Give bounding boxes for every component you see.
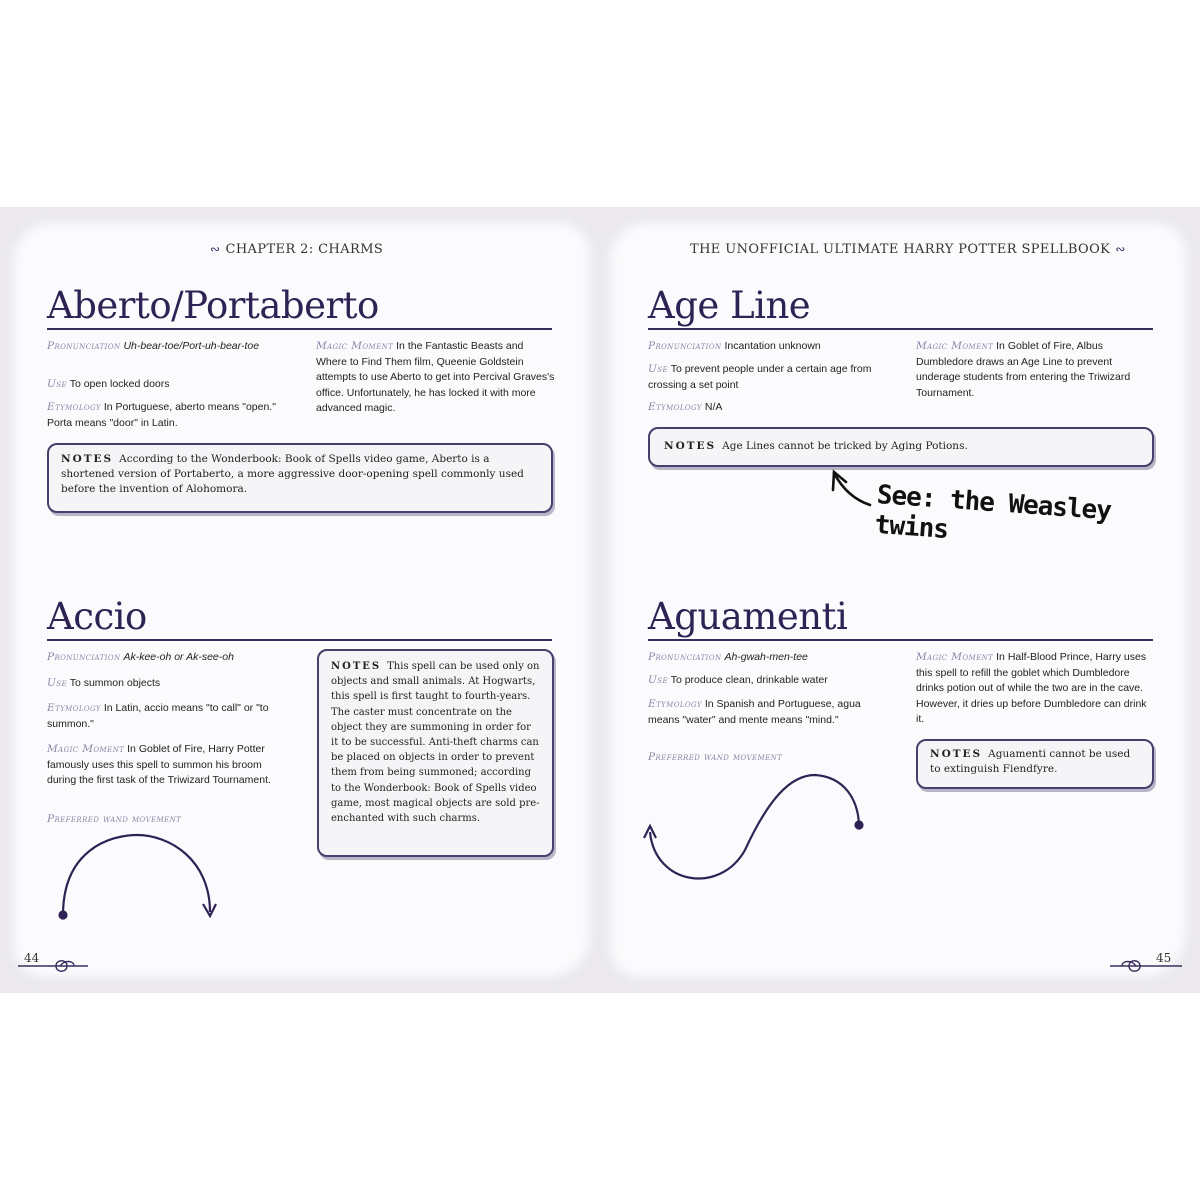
- etymology-value: In Latin, accio means "to call" or "to summon.": [47, 702, 269, 730]
- ornament-icon: ∾: [1115, 242, 1126, 256]
- magic-moment-value: In Half-Blood Prince, Harry uses this spell to refill the goblet which Dumbledore drinks potion out of while the two are in the cave. However, it dries up before Dumbledore can drink it.: [916, 651, 1147, 725]
- use-label: Use: [47, 677, 67, 689]
- magic-moment-label: Magic Moment: [916, 651, 994, 663]
- hand-drawn-arrow-icon: [833, 472, 870, 505]
- magic-moment-value: In the Fantastic Beasts and Where to Find Them film, Queenie Goldstein attempts to use Aberto to get into Percival Graves's office. Unfortunately, he has locked it with more advanced magic.: [316, 340, 555, 414]
- wand-start-dot: [60, 912, 67, 919]
- etymology-label: Etymology: [47, 401, 101, 413]
- notes-text: According to the Wonderbook: Book of Spells video game, Aberto is a shortened version of Portaberto, a more aggressive door-opening spell commonly used before the invention of Alohomora.: [61, 453, 524, 495]
- pronunciation-value: Ak-kee-oh or Ak-see-oh: [123, 651, 234, 663]
- magic-moment-value: In Goblet of Fire, Harry Potter famously uses this spell to summon his broom during the first task of the Triwizard Tournament.: [47, 743, 271, 786]
- use-label: Use: [648, 363, 668, 375]
- footer-ornament-right-icon: [1110, 961, 1182, 972]
- magic-moment-label: Magic Moment: [916, 340, 994, 352]
- etymology-label: Etymology: [648, 401, 702, 413]
- wand-path: [650, 775, 859, 878]
- notes-label: NOTES: [664, 440, 717, 452]
- entry-title-age-line: Age Line: [648, 284, 811, 327]
- use-value: To prevent people under a certain age from crossing a set point: [648, 363, 872, 391]
- pronunciation-label: Pronunciation: [47, 651, 121, 663]
- pronunciation-label: Pronunciation: [648, 651, 722, 663]
- running-head-left-text: CHAPTER 2: CHARMS: [225, 242, 384, 257]
- magic-moment-label: Magic Moment: [316, 340, 394, 352]
- running-head-right-text: THE UNOFFICIAL ULTIMATE HARRY POTTER SPELLBOOK: [690, 242, 1111, 257]
- etymology-value: In Spanish and Portuguese, agua means "water" and mente means "mind.": [648, 698, 861, 726]
- wand-label: Preferred wand movement: [47, 813, 182, 825]
- magic-moment-label: Magic Moment: [47, 743, 125, 755]
- pronunciation-label: Pronunciation: [648, 340, 722, 352]
- notes-text: Age Lines cannot be tricked by Aging Potions.: [722, 440, 968, 452]
- wand-path: [63, 835, 210, 915]
- page-number-left: 44: [24, 951, 40, 965]
- magic-moment-value: In Goblet of Fire, Albus Dumbledore draws an Age Line to prevent underage students from entering the Triwizard Tournament.: [916, 340, 1131, 399]
- notes-label: NOTES: [930, 748, 983, 760]
- notes-label: NOTES: [331, 661, 382, 672]
- ornament-icon: ∾: [210, 242, 221, 256]
- use-value: To open locked doors: [69, 378, 170, 390]
- notes-text: Aguamenti cannot be used to extinguish Fiendfyre.: [930, 748, 1131, 775]
- pronunciation-value: Uh-bear-toe/Port-uh-bear-toe: [123, 340, 260, 352]
- use-label: Use: [648, 674, 668, 686]
- notes-label: NOTES: [61, 453, 114, 465]
- pronunciation-value: Ah-gwah-men-tee: [724, 651, 808, 663]
- use-value: To produce clean, drinkable water: [670, 674, 828, 686]
- entry-title-aberto: Aberto/Portaberto: [47, 284, 379, 327]
- etymology-label: Etymology: [47, 702, 101, 714]
- etymology-value: N/A: [704, 401, 723, 413]
- accio-wand-movement-diagram: [60, 835, 217, 919]
- entry-title-accio: Accio: [47, 595, 147, 638]
- wand-start-dot: [856, 822, 863, 829]
- wand-label: Preferred wand movement: [648, 751, 783, 763]
- pronunciation-value: Incantation unknown: [724, 340, 821, 352]
- etymology-label: Etymology: [648, 698, 702, 710]
- page-number-right: 45: [1156, 951, 1172, 965]
- pronunciation-label: Pronunciation: [47, 340, 121, 352]
- use-label: Use: [47, 378, 67, 390]
- notes-text: This spell can be used only on objects and small animals. At Hogwarts, this spell is first taught to fourth-years. The caster must concentrate on the object they are summoning in order for it to be successful. Anti-theft charms can be placed on objects in order to prevent them from being summoned; according to the Wonderbook: Book of Spells video game, most magical objects are sold pre-enchanted with such charms.: [331, 661, 540, 825]
- footer-ornament-left-icon: [18, 961, 88, 972]
- handwritten-annotation: See: the Weasley twins: [873, 480, 1112, 545]
- aguamenti-wand-movement-diagram: [644, 775, 863, 878]
- entry-title-aguamenti: Aguamenti: [648, 595, 848, 638]
- use-value: To summon objects: [69, 677, 161, 689]
- etymology-value: In Portuguese, aberto means "open." Porta means "door" in Latin.: [47, 401, 276, 429]
